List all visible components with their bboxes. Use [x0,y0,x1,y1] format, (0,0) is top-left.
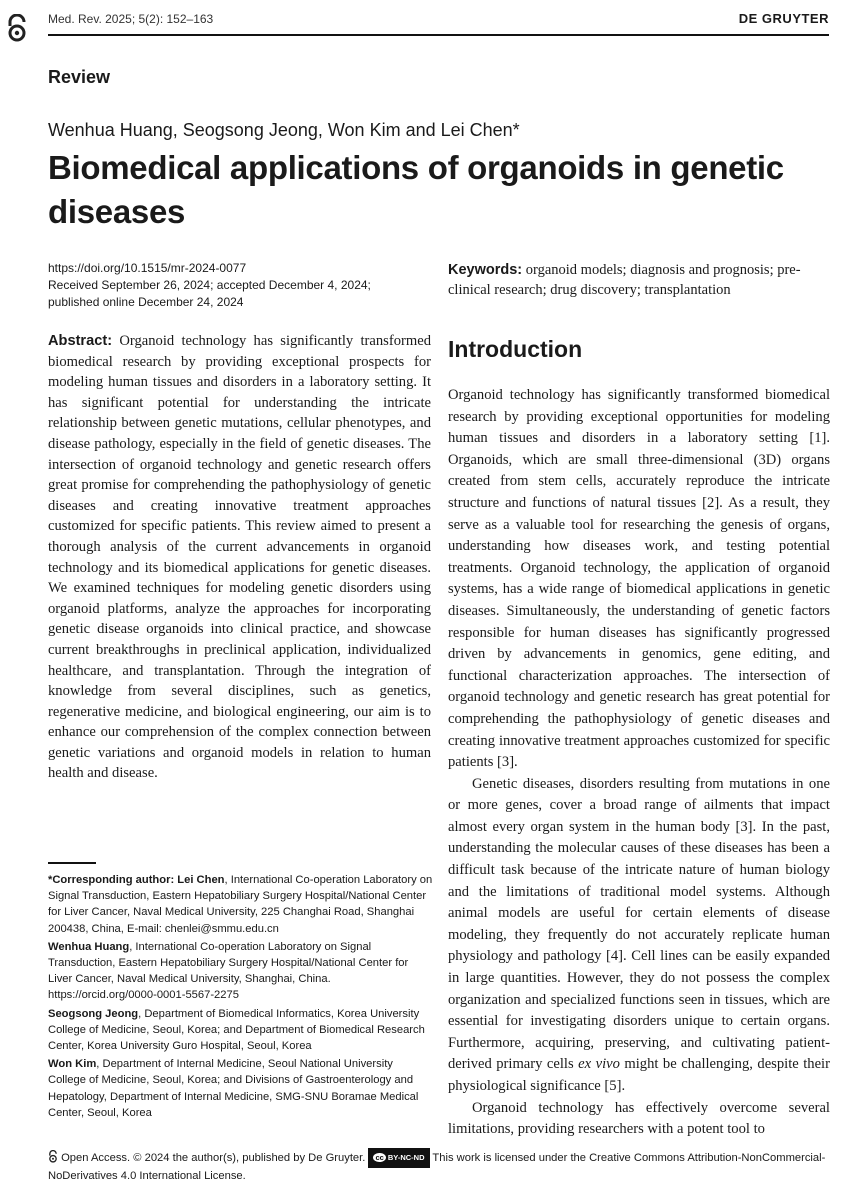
doi-link[interactable]: https://doi.org/10.1515/mr-2024-0077 [48,261,247,275]
cc-license-badge[interactable] [368,1148,429,1168]
received-dates: Received September 26, 2024; accepted December 4, 2024; [48,278,371,292]
journal-reference: Med. Rev. 2025; 5(2): 152–163 [48,12,214,26]
keywords [448,260,830,300]
paragraph [448,774,830,1098]
paragraph: Organoid technology has significantly transformed biomedical research by providing exceptional opportunities for modeling human tissues and disorders in a laboratory setting [1]. Organoids, which are small three-dimensional (3D) organs created from stem cells, accurately reproduce the intricate structure and functions of natural tissues [2]. As a result, they serve as a valuable tool for researching the genesis of organs, understanding how diseases work, and testing potential treatments. Organoid technology, the application of organoid systems, has a wide range of biomedical applications in genetic diseases. Simultaneously, the understanding of genetic factors responsible for human diseases has significantly progressed driven by advancements in genomics, gene editing, and functional characterization approaches. The intersection of organoid technology and genetic research has great potential for comprehending the pathophysiology of genetic diseases and creating innovative treatment approaches customized for specific patients [3]. [448,387,830,771]
cc-icon: cc [375,1153,384,1162]
affiliation-author [48,1006,433,1055]
open-access-icon [6,14,28,42]
affiliation-name: Wenhua Huang [48,940,130,953]
abstract [48,331,431,784]
affiliation-name: Won Kim [48,1058,97,1071]
keywords-label: Keywords: [448,262,523,278]
article-title: Biomedical applications of organoids in genetic diseases [48,149,784,230]
affiliation-author [48,939,433,1004]
footnote-rule [48,862,96,864]
italic-term: ex vivo [578,1056,620,1073]
open-access-icon [48,1150,58,1163]
publisher-logo: DE GRUYTER [738,11,829,26]
affiliation-name: Seogsong Jeong [48,1007,139,1020]
affiliation-author [48,1056,433,1121]
license-footer [48,1148,828,1184]
affiliation-text: , Department of Biomedical Informatics, Korea University College of Medicine, Seoul, Korea; and Department of Biomedical Research Center, Korea University Guro Hospital, Seoul, Korea [48,1007,425,1053]
section-heading-introduction: Introduction [448,336,583,362]
keywords-text: organoid models; diagnosis and prognosis; pre-clinical research; drug discovery; transplantation [448,262,801,298]
text-run: might be challenging, despite their physiological significance [5]. [448,1056,830,1094]
affiliation-text: , International Co-operation Laboratory on Signal Transduction, Eastern Hepatobiliary Surgery Hospital/National Center for Liver Cancer, Naval Medical University, Shanghai, China. https://orcid.org/0000-0001-5567-2275 [48,940,409,1002]
introduction-body [448,385,830,1141]
affiliation-name: *Corresponding author: Lei Chen [48,874,225,886]
abstract-label: Abstract: [48,333,113,349]
abstract-text: Organoid technology has significantly transformed biomedical research by providing exceptional prospects for modeling human tissues and disorders in a laboratory setting. It has significant potential for understanding the intricate relationship between genetic mutations, cellular phenotypes, and disease pathology, especially in the field of genetic diseases. The intersection of organoid technology and genetic research offers great promise for comprehending the pathophysiology of genetic diseases and creating innovative treatment approaches customized for specific patients. This review aimed to present a thorough analysis of the current advancements in organoid technology and its biomedical applications for genetic diseases. We examined techniques for modeling genetic disorders using organoid platforms, analyze the approaches for incorporating genetic disease organoids into clinical practice, and showcase current breakthroughs in preclinical application, individualized healthcare, and transplantation. Through the integration of knowledge from several disciplines, such as genetics, regenerative medicine, and biological engineering, our aim is to enhance our comprehension of the complex connection between genetic variations and organoid models in relation to human health and disease. [48,333,431,782]
affiliation-corresponding [48,872,433,937]
license-badge-label: BY-NC-ND [387,1153,425,1162]
header-rule [48,34,829,36]
paragraph: Organoid technology has effectively overcome several limitations, providing researchers with a potent tool to [448,1099,830,1138]
author-affiliations [48,872,433,1123]
affiliation-text: , International Co-operation Laboratory on Signal Transduction, Eastern Hepatobiliary Surgery Hospital/National Center for Liver Cancer, Naval Medical University, 225 Changhai Road, Shanghai 200438, China, E-mail: chenlei@smmu.edu.cn [48,874,433,935]
text-run: Genetic diseases, disorders resulting from mutations in one or more genes, cover a broad range of ailments that impact almost every organ system in the human body [3]. In the past, understanding the molecular causes of these diseases has been a difficult task because of the intricate nature of human biology and the limitations of traditional model systems. Although animal models are useful for certain elements of disease modeling, they frequently do not accurately replicate human physiology and pathology [4]. Cell lines can be easily expanded in large quantities. However, they do not possess the complex organization and specialized functions seen in tissues, which are essential for investigating disorders unique to certain organs. Furthermore, acquiring, preserving, and cultivating patient-derived primary cells [448,775,830,1073]
article-type: Review [48,67,111,87]
article-meta [48,260,371,311]
open-access-text: Open Access. © 2024 the author(s), published by De Gruyter. [61,1152,366,1164]
license-text: This work is licensed under the Creative Commons Attribution-NonCommercial-NoDerivatives 4.0 International License. [48,1152,826,1182]
author-list: Wenhua Huang, Seogsong Jeong, Won Kim and Lei Chen* [48,120,520,140]
affiliation-text: , Department of Internal Medicine, Seoul National University College of Medicine, Seoul, Korea; and Divisions of Gastroenterology and Hepatology, Department of Internal Medicine, SMG-SNU Boramae Medical Center, Seoul, Korea [48,1058,419,1119]
published-date: published online December 24, 2024 [48,295,244,309]
